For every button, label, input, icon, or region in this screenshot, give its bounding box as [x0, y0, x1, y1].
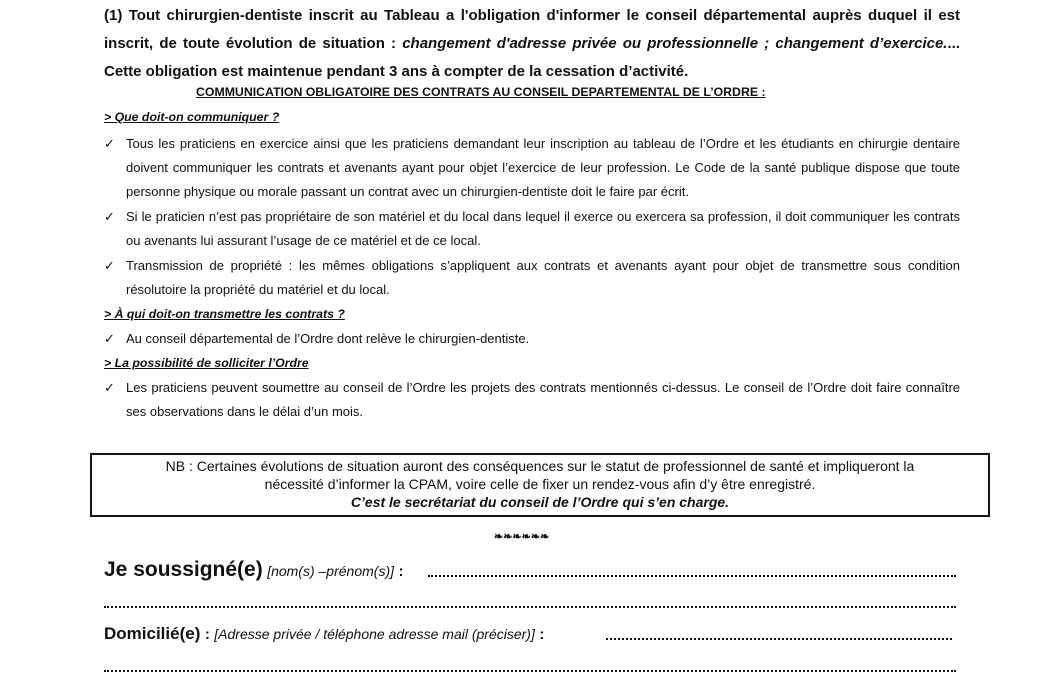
checkmark-icon: ✓	[104, 209, 115, 224]
name-fill-line-2[interactable]	[104, 606, 956, 608]
list-item	[104, 327, 960, 351]
address-fill-line[interactable]	[606, 638, 952, 640]
list-item	[104, 132, 960, 204]
address-fill-line-2[interactable]	[104, 670, 956, 672]
soussigne-hint: [nom(s) –prénom(s)]	[267, 563, 394, 579]
domicilie-label: Domicilié(e)	[104, 624, 201, 643]
domicilie-row	[104, 624, 544, 644]
nb-line: nécessité d’informer la CPAM, voire celle de fixer un rendez-vous afin d’y être enregistré.	[264, 476, 816, 492]
soussigne-row	[104, 558, 403, 582]
intro-text: (1) Tout chirurgien-dentiste inscrit au Tableau a l'obligation d'informer le conseil départemental auprès duquel il est inscrit, de toute évolution de situation :	[104, 7, 960, 52]
nb-line: NB : Certaines évolutions de situation auront des conséquences sur le statut de professionnel de santé et impliqueront la	[165, 458, 915, 474]
checkmark-icon: ✓	[104, 258, 115, 273]
communication-title: COMMUNICATION OBLIGATOIRE DES CONTRATS AU CONSEIL DEPARTEMENTAL DE L’ORDRE :	[196, 85, 766, 99]
list-item-text: Tous les praticiens en exercice ainsi que les praticiens demandant leur inscription au tableau de l’Ordre et les étudiants en chirurgie dentaire doivent communiquer les contrats et avenants ayant pour objet l’exercice de leur profession. Le Code de la santé publique dispose que toute personne physique ou morale passant un contrat avec un chirurgien-dentiste doit le faire par écrit.	[126, 136, 960, 199]
list-item-text: Au conseil départemental de l’Ordre dont relève le chirurgien-dentiste.	[126, 331, 530, 346]
domicilie-colon: :	[204, 626, 210, 643]
decorative-separator: ❧❧❧❧❧❧	[494, 531, 550, 543]
list-item	[104, 254, 960, 302]
list-item-text: Si le praticien n’est pas propriétaire de son matériel et du local dans lequel il exerce ou exercera sa profession, il doit communiquer les contrats ou avenants lui assurant l’usage de ce matériel et de ce local.	[126, 209, 960, 248]
intro-paragraph	[104, 2, 960, 86]
list-item	[104, 376, 960, 424]
soussigne-colon: :	[398, 563, 404, 580]
domicilie-colon-2: :	[539, 626, 545, 643]
name-fill-line[interactable]	[428, 575, 956, 577]
question-heading-possibility: > La possibilité de solliciter l’Ordre	[104, 356, 309, 370]
question-heading-what: > Que doit-on communiquer ?	[104, 110, 280, 124]
question-heading-to-whom: > À qui doit-on transmettre les contrats ?	[104, 307, 345, 321]
soussigne-label: Je soussigné(e)	[104, 558, 263, 581]
intro-text-end: ... Cette obligation est maintenue pendant 3 ans à compter de la cessation d’activité.	[104, 35, 960, 80]
domicilie-hint: [Adresse privée / téléphone adresse mail (préciser)]	[214, 626, 535, 642]
nb-notice-box	[90, 453, 990, 517]
checkmark-icon: ✓	[104, 331, 115, 346]
list-item-text: Transmission de propriété : les mêmes obligations s’appliquent aux contrats et avenants ayant pour objet de transmettre sous condition résolutoire la propriété du matériel et du local.	[126, 258, 960, 297]
checkmark-icon: ✓	[104, 380, 115, 395]
list-item-text: Les praticiens peuvent soumettre au conseil de l’Ordre les projets des contrats mentionnés ci-dessus. Le conseil de l’Ordre doit faire connaître ses observations dans le délai d’un mois.	[126, 380, 960, 419]
list-item	[104, 205, 960, 253]
intro-italic-text: changement d'adresse privée ou professionnelle ; changement d’exercice.	[402, 35, 948, 52]
checkmark-icon: ✓	[104, 136, 115, 151]
nb-emphasis-line: C’est le secrétariat du conseil de l’Ordre qui s’en charge.	[350, 494, 730, 510]
